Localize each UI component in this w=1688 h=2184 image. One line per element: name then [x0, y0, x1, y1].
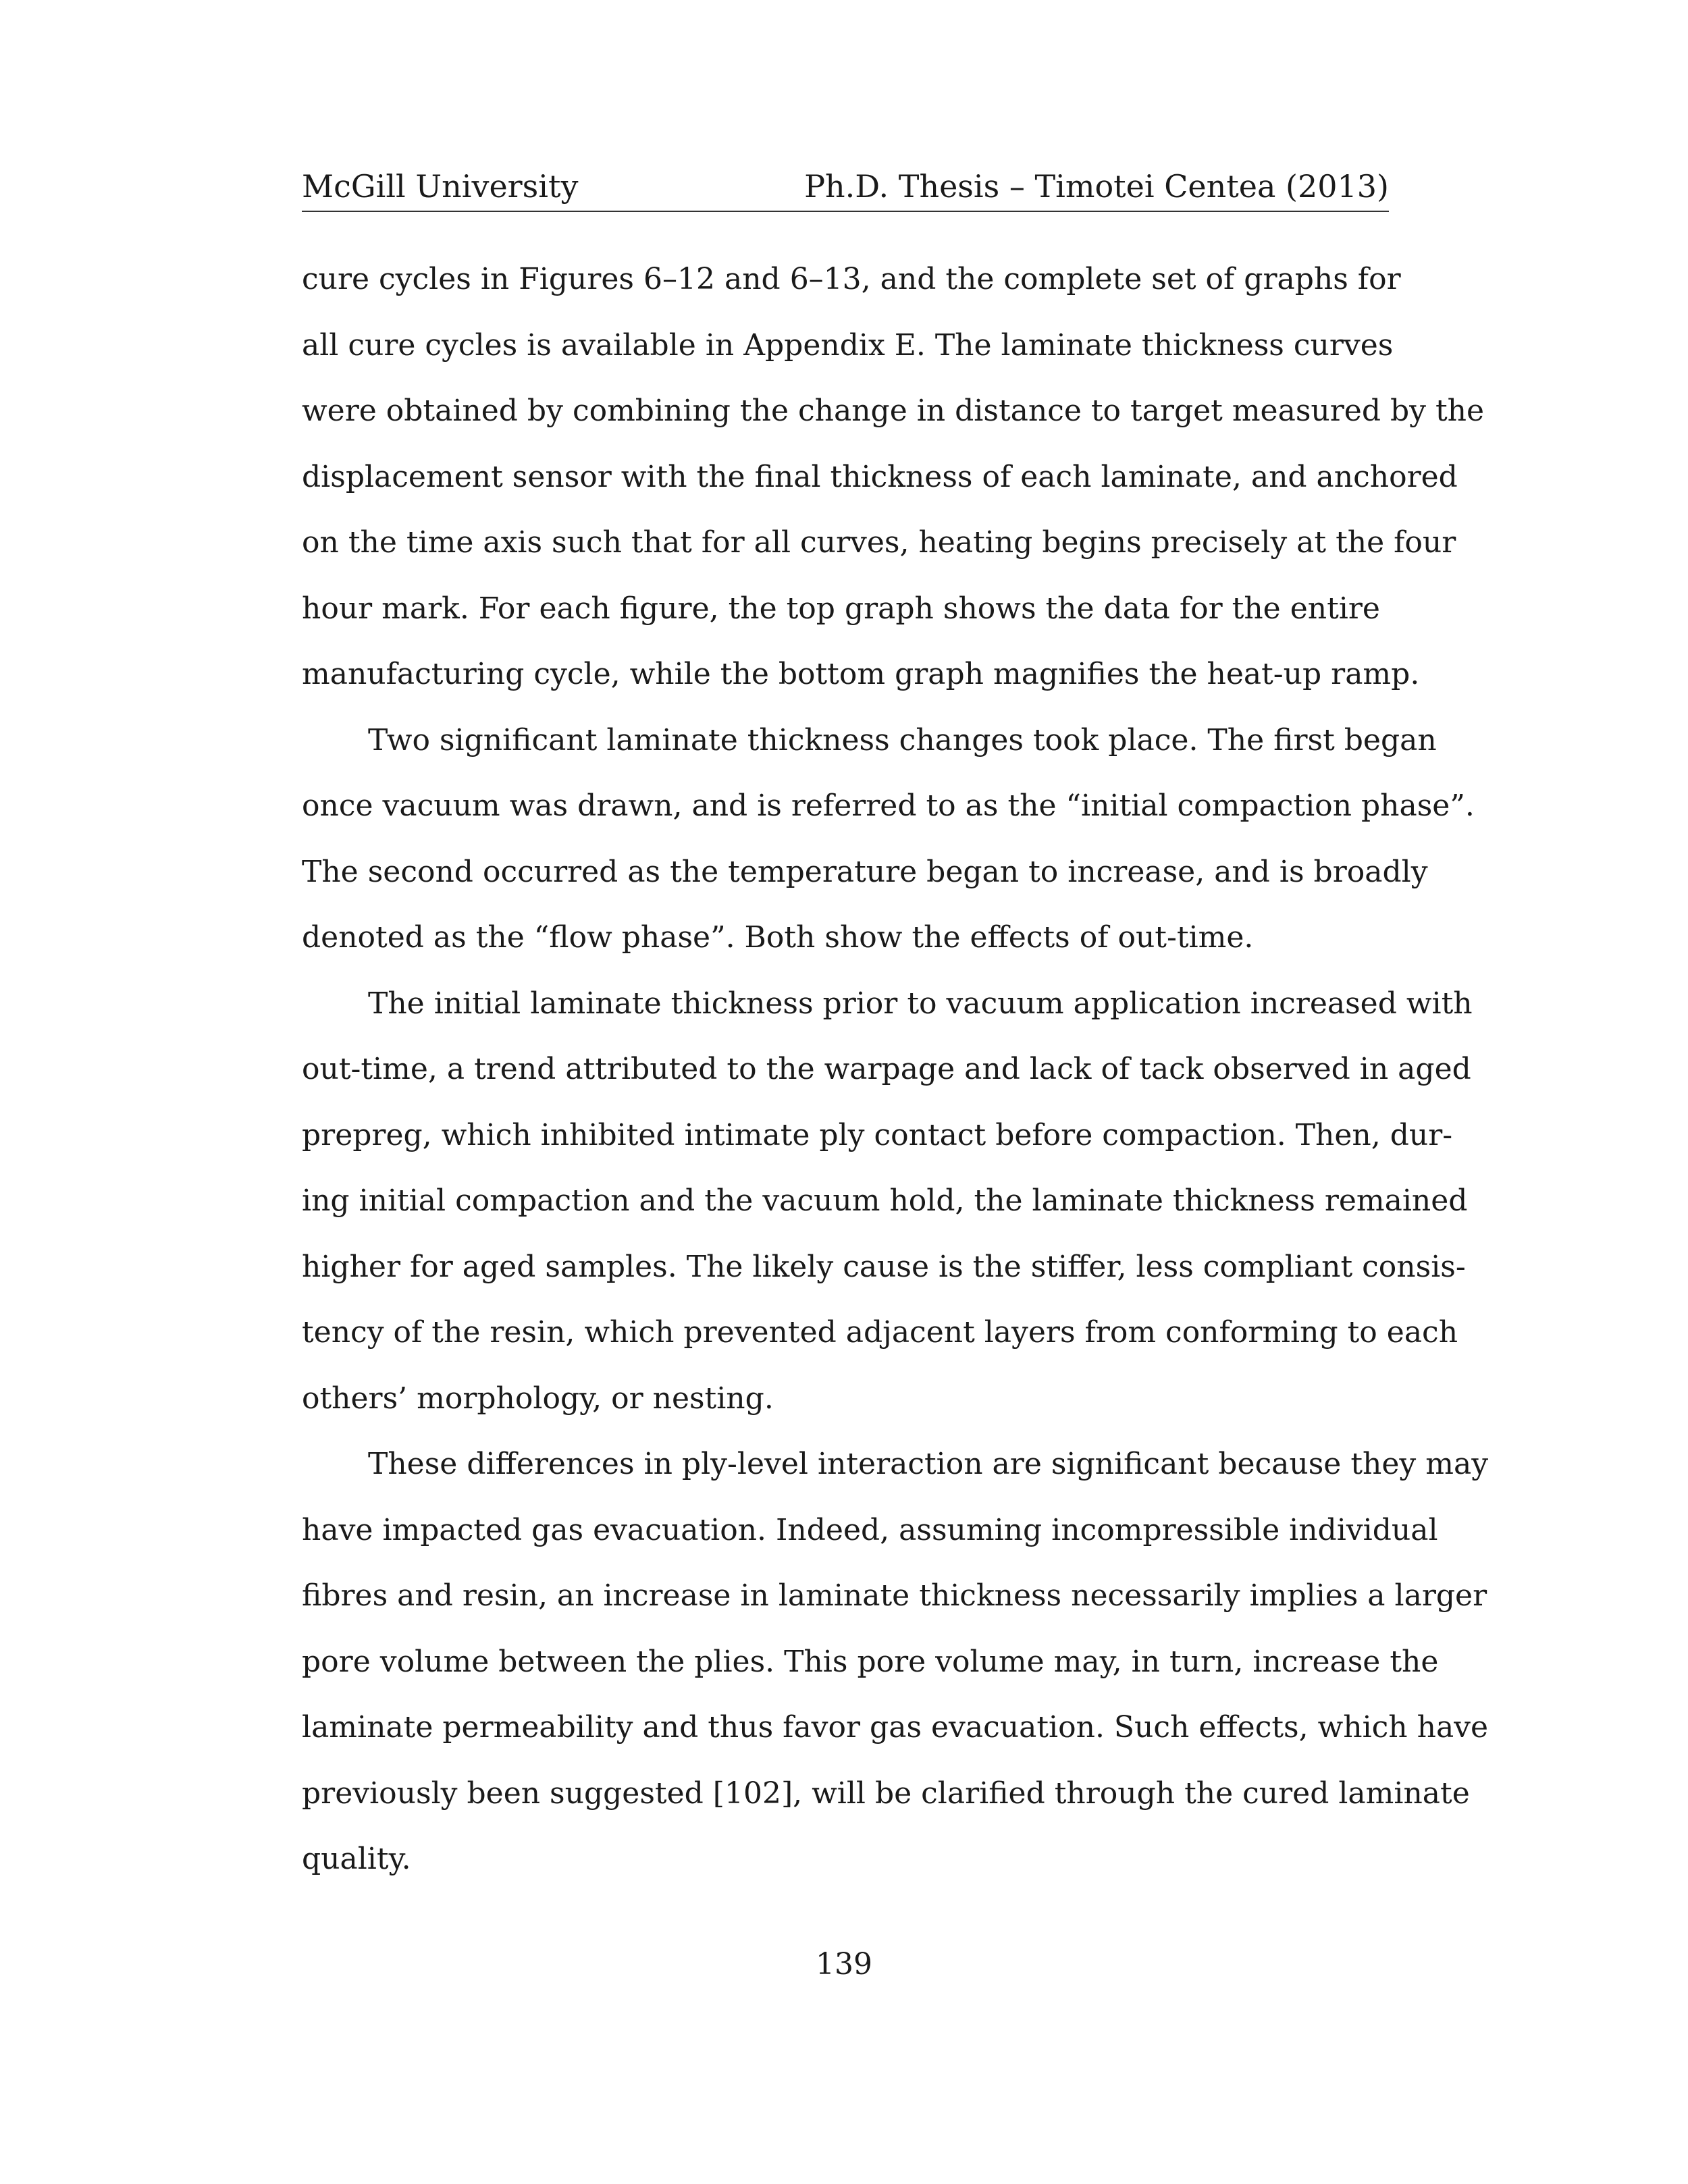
paragraph-2-line-3: The second occurred as the temperature began to increase, and is broadly	[302, 854, 1428, 889]
paragraph-1-line-6: hour mark. For each figure, the top graph shows the data for the entire	[302, 591, 1380, 626]
paragraph-1-line-4: displacement sensor with the final thickness of each laminate, and anchored	[302, 459, 1458, 494]
paragraph-2-line-4: denoted as the “flow phase”. Both show the effects of out-time.	[302, 920, 1254, 955]
paragraph-3-line-7: others’ morphology, or nesting.	[302, 1381, 774, 1416]
paragraph-4-line-2: have impacted gas evacuation. Indeed, assuming incompressible individual	[302, 1512, 1438, 1547]
paragraph-3-line-5: higher for aged samples. The likely cause is the stiffer, less compliant consis-	[302, 1249, 1466, 1284]
paragraph-4-line-4: pore volume between the plies. This pore volume may, in turn, increase the	[302, 1644, 1439, 1679]
page-number: 139	[816, 1947, 872, 1981]
paragraph-4-line-1: These differences in ply-level interaction are significant because they may	[368, 1447, 1489, 1481]
paragraph-3-line-1: The initial laminate thickness prior to vacuum application increased with	[368, 986, 1473, 1021]
paragraph-4-line-5: laminate permeability and thus favor gas evacuation. Such effects, which have	[302, 1710, 1489, 1744]
paragraph-1-line-3: were obtained by combining the change in distance to target measured by the	[302, 394, 1485, 428]
paragraph-2-line-1: Two significant laminate thickness changes took place. The first began	[368, 722, 1437, 757]
running-header	[302, 163, 1389, 212]
paragraph-1-line-2: all cure cycles is available in Appendix E. The laminate thickness curves	[302, 327, 1394, 363]
paragraph-4-line-6: previously been suggested [102], will be clarified through the cured laminate	[302, 1776, 1470, 1811]
paragraph-4-line-3: fibres and resin, an increase in laminate thickness necessarily implies a larger	[302, 1578, 1487, 1613]
paragraph-3-line-4: ing initial compaction and the vacuum hold, the laminate thickness remained	[302, 1183, 1468, 1218]
paragraph-1-line-5: on the time axis such that for all curves, heating begins precisely at the four	[302, 525, 1456, 560]
paragraph-3-line-6: tency of the resin, which prevented adjacent layers from conforming to each	[302, 1315, 1458, 1350]
header-institution: McGill University	[302, 168, 579, 205]
paragraph-3-line-2: out-time, a trend attributed to the warpage and lack of tack observed in aged	[302, 1052, 1471, 1086]
body-text	[302, 246, 1489, 1892]
paragraph-1-line-7: manufacturing cycle, while the bottom graph magnifies the heat-up ramp.	[302, 657, 1420, 691]
header-thesis-info: Ph.D. Thesis – Timotei Centea (2013)	[804, 168, 1389, 205]
paragraph-3-line-3: prepreg, which inhibited intimate ply contact before compaction. Then, dur-	[302, 1117, 1453, 1152]
paragraph-1-line-1: cure cycles in Figures 6–12 and 6–13, and the complete set of graphs for	[302, 262, 1401, 296]
paragraph-2-line-2: once vacuum was drawn, and is referred to as the “initial compaction phase”.	[302, 789, 1475, 823]
paragraph-4-line-7: quality.	[302, 1842, 411, 1876]
